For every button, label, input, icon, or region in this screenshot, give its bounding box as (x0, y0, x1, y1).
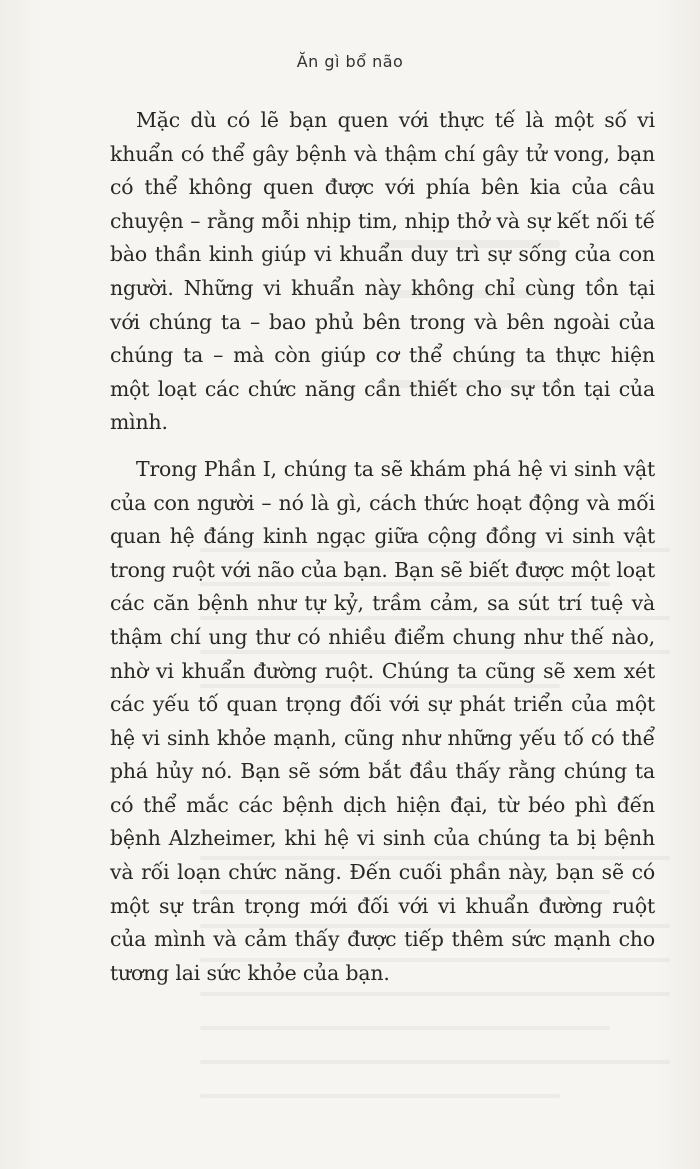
show-through-mark (200, 1060, 670, 1064)
paragraph: Mặc dù có lẽ bạn quen với thực tế là một số vi khuẩn có thể gây bệnh và thậm chí gây tử vong, bạn có thể không quen được với phía bên kia của câu chuyện – rằng mỗi nhịp tim, nhịp thở và sự kết nối tế bào thần kinh giúp vi khuẩn duy trì sự sống của con người. Những vi khuẩn này không chỉ cùng tồn tại với chúng ta – bao phủ bên trong và bên ngoài của chúng ta – mà còn giúp cơ thể chúng ta thực hiện một loạt các chức năng cần thiết cho sự tồn tại của mình. (110, 108, 655, 435)
paragraph: Trong Phần I, chúng ta sẽ khám phá hệ vi sinh vật của con người – nó là gì, cách thức hoạt động và mối quan hệ đáng kinh ngạc giữa cộng đồng vi sinh vật trong ruột với não của bạn. Bạn sẽ biết được một loạt các căn bệnh như tự kỷ, trầm cảm, sa sút trí tuệ và thậm chí ung thư có nhiều điểm chung như thế nào, nhờ vi khuẩn đường ruột. Chúng ta cũng sẽ xem xét các yếu tố quan trọng đối với sự phát triển của một hệ vi sinh khỏe mạnh, cũng như những yếu tố có thể phá hủy nó. Bạn sẽ sớm bắt đầu thấy rằng chúng ta có thể mắc các bệnh dịch hiện đại, từ béo phì đến bệnh Alzheimer, khi hệ vi sinh của chúng ta bị bệnh và rối loạn chức năng. Đến cuối phần này, bạn sẽ có một sự trân trọng mới đối với vi khuẩn đường ruột của mình và cảm thấy được tiếp thêm sức mạnh cho tương lai sức khỏe của bạn. (110, 456, 655, 985)
show-through-mark (200, 1094, 560, 1098)
running-head-title: Ăn gì bổ não (296, 52, 404, 71)
show-through-mark (200, 992, 670, 996)
show-through-mark (200, 1026, 610, 1030)
body-text (110, 104, 655, 990)
